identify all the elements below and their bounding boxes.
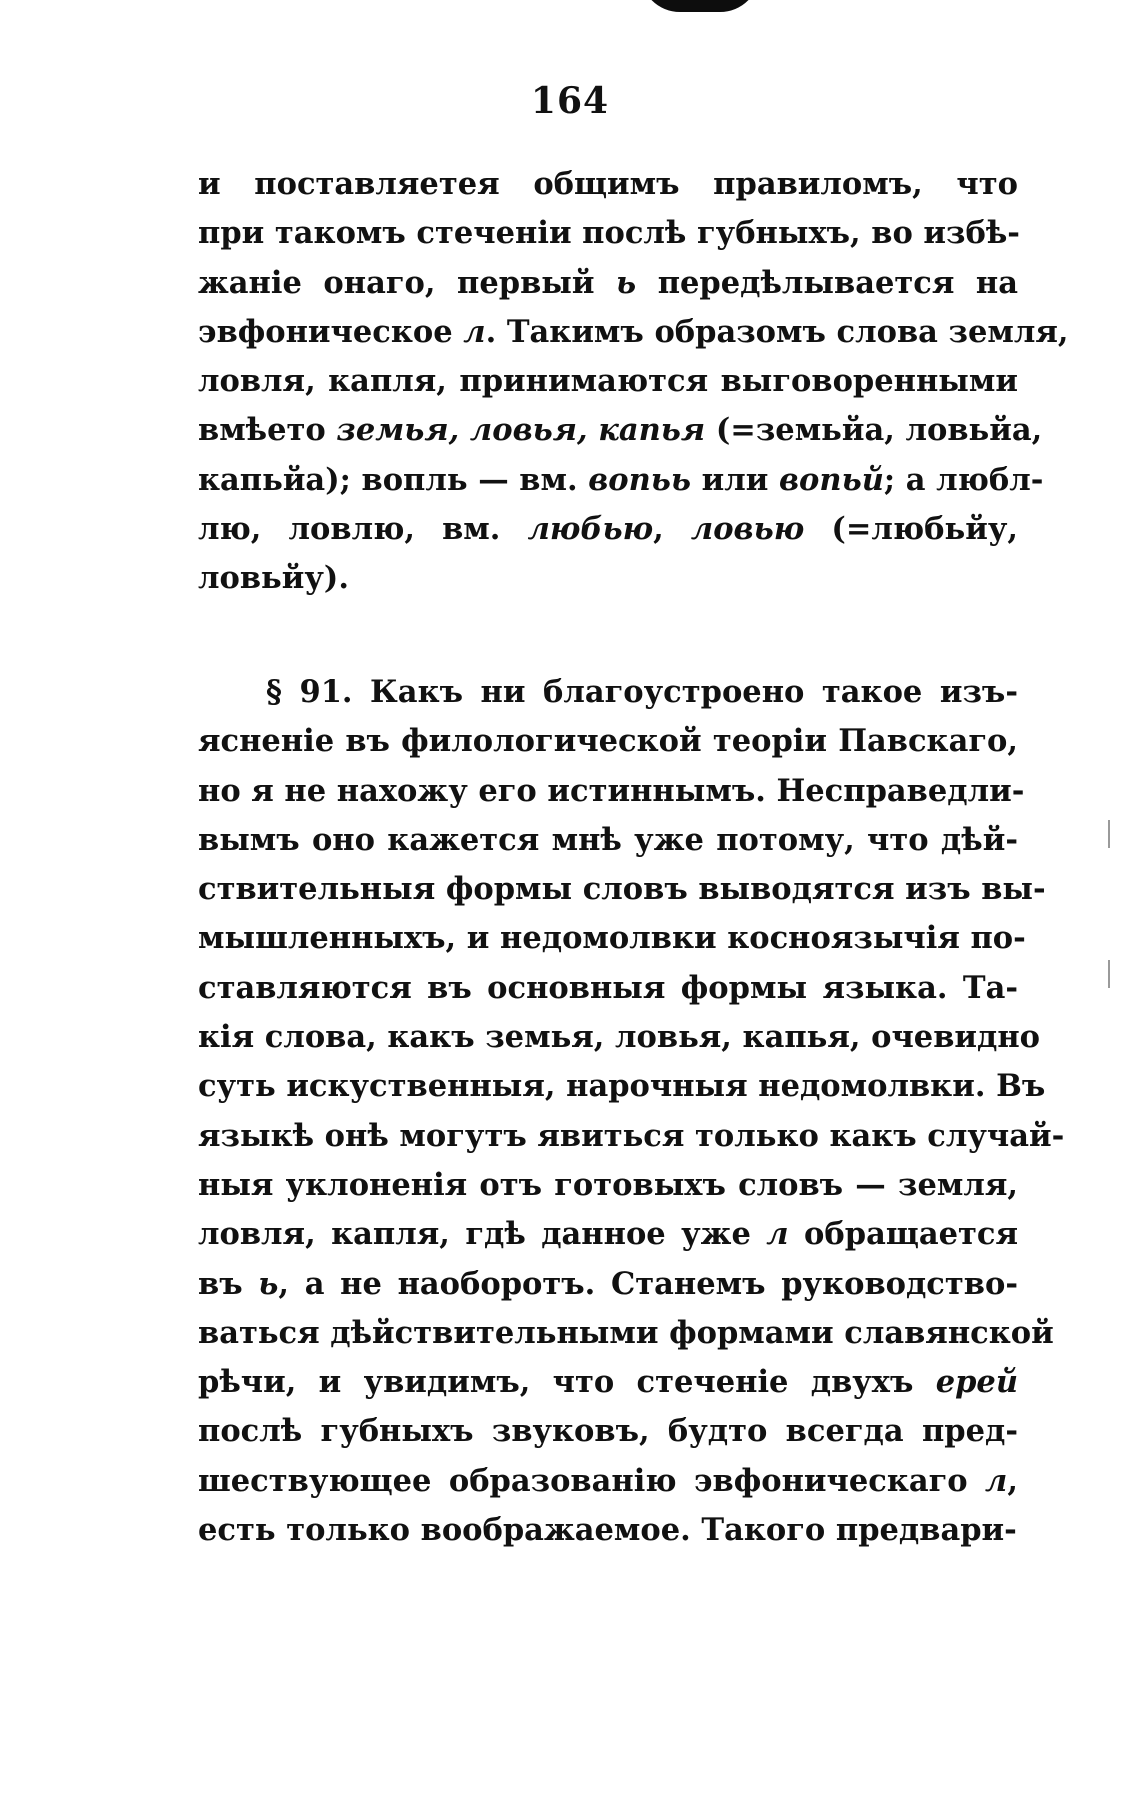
text-line — [198, 1506, 1018, 1555]
text-line — [198, 554, 1018, 603]
text-run: ; а любл- — [883, 461, 1044, 498]
italic-text: ловью — [690, 511, 805, 548]
text-run: эвфоническое — [198, 313, 464, 350]
text-run: есть только воображаемое. Такого предвари- — [198, 1512, 1017, 1549]
text-run: передѣлывается на — [636, 264, 1018, 301]
text-line — [198, 964, 1018, 1013]
text-run: ловля, капля, гдѣ данное уже — [198, 1216, 767, 1253]
text-line — [198, 1161, 1018, 1210]
text-run: ловля, капля, принимаются выговоренными — [198, 363, 1018, 400]
text-line — [198, 209, 1018, 258]
text-run: ставляются въ основныя формы языка. Та- — [198, 969, 1018, 1006]
text-line — [198, 1260, 1018, 1309]
italic-text: вопьь — [588, 461, 692, 498]
text-line — [198, 1407, 1018, 1456]
text-line — [198, 717, 1018, 766]
text-run: , а не наоборотъ. Станемъ руководство- — [278, 1265, 1018, 1302]
ink-blot — [640, 0, 760, 12]
text-run: вымъ оно кажется мнѣ уже потому, что дѣй- — [198, 821, 1018, 858]
text-line — [198, 308, 1069, 357]
text-run: обращается — [788, 1216, 1019, 1253]
text-run: вмѣето — [198, 412, 337, 449]
text-run: шествующее образованію эвфоническаго — [198, 1462, 986, 1499]
text-run: жаніе онаго, первый — [198, 264, 617, 301]
text-run: рѣчи, и увидимъ, что стеченіе двухъ — [198, 1364, 936, 1401]
italic-text: л — [985, 1462, 1008, 1499]
text-run: ныя уклоненія отъ готовыхъ словъ — земля, — [198, 1166, 1018, 1203]
text-run: языкѣ онѣ могутъ явиться только какъ случай- — [198, 1117, 1065, 1154]
paragraph-1 — [198, 160, 1069, 604]
page-number: 164 — [530, 80, 610, 122]
margin-mark — [1108, 820, 1110, 848]
text-run: (=земьйа, ловьйа, — [705, 412, 1043, 449]
text-line — [198, 816, 1018, 865]
italic-text: ь — [616, 264, 637, 301]
text-run: и поставляетея общимъ правиломъ, что — [198, 166, 1018, 202]
text-line — [198, 160, 1018, 209]
italic-text: л — [463, 313, 486, 350]
text-run: ловьйу). — [198, 560, 349, 597]
text-line — [198, 1309, 1054, 1358]
text-run: кія слова, какъ земья, ловья, капья, очевидно — [198, 1019, 1041, 1056]
text-line — [198, 1210, 1018, 1259]
text-run: мышленныхъ, и недомолвки косноязычія по- — [198, 920, 1026, 957]
text-line — [198, 1062, 1046, 1111]
text-line — [198, 1013, 1041, 1062]
text-run: или — [691, 461, 780, 498]
text-run: , — [653, 511, 691, 548]
text-run: но я не нахожу его истиннымъ. Несправедли- — [198, 772, 1025, 809]
text-run: послѣ губныхъ звуковъ, будто всегда пред- — [198, 1413, 1018, 1450]
text-line — [198, 914, 1026, 963]
text-line — [198, 1457, 1018, 1506]
text-line — [198, 505, 1018, 554]
text-line — [198, 1112, 1065, 1161]
text-line — [198, 668, 1018, 717]
italic-text: ерей — [935, 1364, 1018, 1401]
text-run: (=любьйу, — [804, 511, 1018, 548]
text-line — [198, 357, 1018, 406]
text-line — [198, 259, 1018, 308]
text-run: суть искуственныя, нарочныя недомолвки. Въ — [198, 1068, 1046, 1105]
text-run: при такомъ стеченіи послѣ губныхъ, во избѣ- — [198, 215, 1020, 252]
text-run: . Такимъ образомъ слова земля, — [485, 313, 1069, 350]
text-run: ствительныя формы словъ выводятся изъ вы- — [198, 871, 1046, 908]
margin-mark — [1108, 960, 1110, 988]
text-line — [198, 1358, 1018, 1407]
italic-text: л — [766, 1216, 789, 1253]
italic-text: любью — [527, 511, 654, 548]
text-line — [198, 767, 1025, 816]
text-line — [198, 406, 1043, 455]
text-line — [198, 865, 1046, 914]
paragraph-2-section-91 — [198, 668, 1065, 1555]
text-run: , — [1007, 1462, 1018, 1499]
text-line — [198, 456, 1044, 505]
italic-text: вопьй — [779, 461, 884, 498]
text-run: въ — [198, 1265, 259, 1302]
text-run: капьйа); вопль — вм. — [198, 461, 589, 498]
text-run: лю, ловлю, вм. — [198, 511, 528, 548]
text-run: ваться дѣйствительными формами славянской — [198, 1314, 1054, 1351]
text-run: § 91. Какъ ни благоустроено такое изъ- — [266, 674, 1018, 710]
text-run: ясненіе въ филологической теоріи Павскаго, — [198, 723, 1018, 760]
italic-text: земья, ловья, капья — [336, 412, 706, 449]
italic-text: ь — [258, 1265, 279, 1302]
